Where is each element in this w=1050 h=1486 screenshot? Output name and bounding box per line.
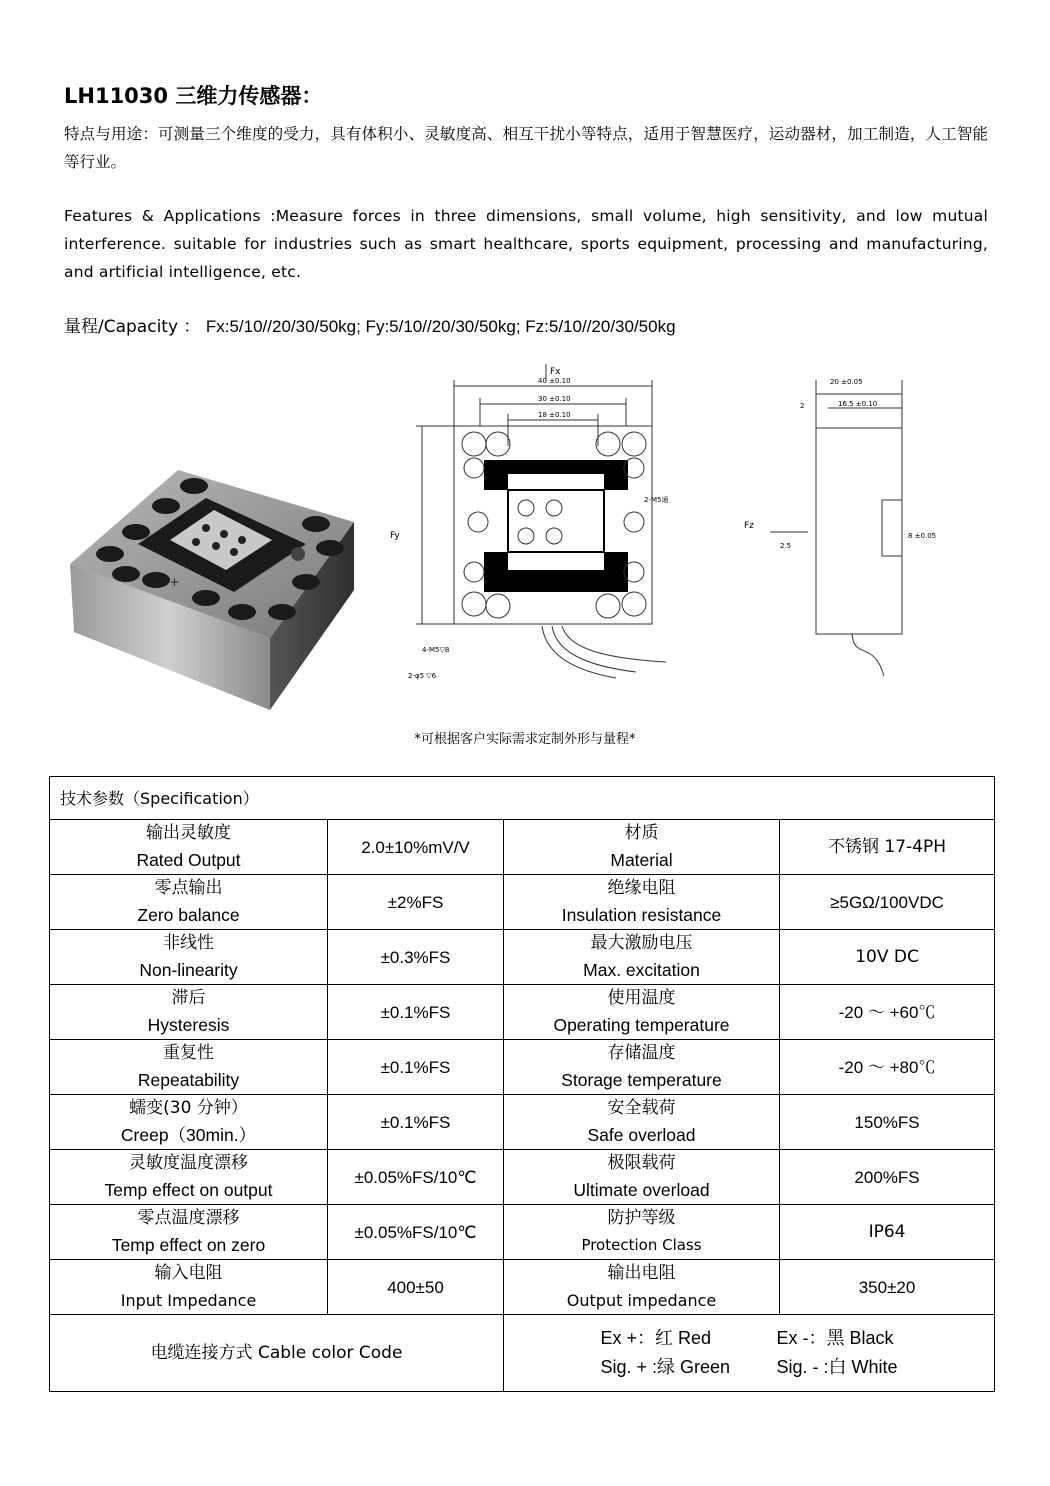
param-value: ≥5GΩ/100VDC [780, 875, 995, 930]
param-en: Insulation resistance [561, 905, 722, 925]
param-en: Non-linearity [139, 960, 238, 980]
param-en: Operating temperature [553, 1015, 730, 1035]
param-value: IP64 [780, 1205, 995, 1260]
param-en: Zero balance [137, 905, 240, 925]
param-en: Storage temperature [561, 1070, 722, 1090]
param-en: Safe overload [587, 1125, 696, 1145]
param-en: Hysteresis [147, 1015, 230, 1035]
fx-label: Fx [550, 367, 561, 377]
spec-row [50, 1150, 995, 1205]
bottom-note-1: 4-M5▽8 [422, 646, 450, 654]
param-cn: 存储温度 [607, 1043, 676, 1063]
front-view-drawing [390, 356, 696, 686]
param-en: Rated Output [136, 850, 241, 870]
custom-note: *可根据客户实际需求定制外形与量程* [414, 732, 636, 747]
param-cn: 蠕变(30 分钟） [129, 1098, 248, 1118]
param-en: Input Impedance [120, 1291, 257, 1310]
fy-label: Fy [390, 531, 400, 541]
svg-text:Y+: Y+ [162, 575, 180, 589]
side-dim-8: 8 ±0.05 [908, 532, 937, 540]
spec-row [50, 1260, 995, 1315]
param-cn: 最大激励电压 [590, 933, 693, 953]
dim-30: 30 ±0.10 [538, 395, 571, 403]
param-en: Ultimate overload [573, 1180, 710, 1200]
param-cn: 输入电阻 [154, 1263, 223, 1283]
param-en: Material [610, 850, 673, 870]
param-value: ±2%FS [328, 875, 504, 930]
param-en: Repeatability [137, 1070, 240, 1090]
bottom-note-2: 2-φ5 ▽6 [408, 672, 437, 680]
spec-row [50, 1205, 995, 1260]
spec-header: 技术参数（Specification） [50, 777, 995, 820]
spec-row [50, 875, 995, 930]
param-value: ±0.05%FS/10℃ [328, 1150, 504, 1205]
param-value: 2.0±10%mV/V [328, 820, 504, 875]
param-cn: 非线性 [163, 933, 214, 953]
param-value: ±0.1%FS [328, 1040, 504, 1095]
dim-18: 18 ±0.10 [538, 411, 571, 419]
param-value: -20 ～ +80℃ [780, 1040, 995, 1095]
param-cn: 极限载荷 [607, 1153, 676, 1173]
param-en: Temp effect on zero [111, 1235, 266, 1255]
param-cn: 滞后 [171, 988, 206, 1008]
param-cn: 输出灵敏度 [146, 823, 231, 843]
intro-english: Features & Applications :Measure forces in three dimensions, small volume, high sensitivity, and low mutual interference. suitable for industries such as smart healthcare, sports equipment, processing and manufacturing, and artificial intelligence, etc. [64, 207, 988, 281]
param-cn: 重复性 [163, 1043, 214, 1063]
param-value: ±0.1%FS [328, 985, 504, 1040]
param-cn: 材质 [624, 823, 659, 843]
cable-sig-pos: Sig. + :绿 Green [600, 1357, 731, 1377]
param-value: ±0.3%FS [328, 930, 504, 985]
param-value: -20 ～ +60℃ [780, 985, 995, 1040]
param-en: Temp effect on output [104, 1180, 273, 1200]
cable-sig-neg: Sig. - :白 White [776, 1357, 898, 1377]
spec-row [50, 1095, 995, 1150]
param-en: Max. excitation [583, 960, 700, 980]
param-value: ±0.05%FS/10℃ [328, 1205, 504, 1260]
cable-label: 电缆连接方式 Cable color Code [50, 1315, 504, 1392]
param-en: Protection Class [581, 1236, 702, 1254]
param-cn: 灵敏度温度漂移 [129, 1153, 248, 1173]
fz-label: Fz [744, 521, 754, 531]
product-photo [66, 462, 358, 710]
capacity-value: Fx:5/10//20/30/50kg; Fy:5/10//20/30/50kg; Fz:5/10//20/30/50kg [205, 317, 676, 336]
spec-row [50, 820, 995, 875]
capacity-label: 量程/Capacity ： [64, 317, 201, 337]
cable-ex-pos: Ex +：红 Red [600, 1328, 712, 1348]
cable-ex-neg: Ex -：黑 Black [776, 1328, 894, 1348]
param-value: 200%FS [780, 1150, 995, 1205]
side-dim-25: 2.5 [780, 542, 792, 550]
page-title: LH11030 三维力传感器： [64, 84, 323, 108]
param-cn: 安全载荷 [607, 1098, 676, 1118]
param-cn: 防护等级 [607, 1208, 676, 1228]
capacity-line [64, 312, 676, 337]
side-dim-2: 2 [800, 402, 805, 410]
param-cn: 零点输出 [154, 878, 223, 898]
param-cn: 零点温度漂移 [137, 1208, 240, 1228]
dim-40: 40 ±0.10 [538, 377, 571, 385]
spec-row [50, 1040, 995, 1095]
spec-row [50, 930, 995, 985]
spec-row [50, 985, 995, 1040]
param-cn: 输出电阻 [607, 1263, 676, 1283]
spec-table [49, 776, 995, 1392]
param-value: 10V DC [780, 930, 995, 985]
side-view-drawing [734, 370, 974, 682]
param-value: 350±20 [780, 1260, 995, 1315]
param-value: 150%FS [780, 1095, 995, 1150]
param-en: Creep（30min.） [120, 1125, 257, 1145]
side-dim-20: 20 ±0.05 [830, 378, 863, 386]
side-dim-16: 16.5 ±0.10 [838, 400, 878, 408]
param-value: 400±50 [328, 1260, 504, 1315]
cable-codes [504, 1315, 995, 1392]
hole-note: 2-M5通 [644, 496, 669, 504]
param-value: ±0.1%FS [328, 1095, 504, 1150]
intro-chinese: 特点与用途：可测量三个维度的受力，具有体积小、灵敏度高、相互干扰小等特点，适用于智慧医疗，运动器材，加工制造，人工智能等行业。 [64, 125, 988, 171]
cable-row [50, 1315, 995, 1392]
param-cn: 绝缘电阻 [607, 878, 676, 898]
param-value: 不锈钢 17-4PH [780, 820, 995, 875]
param-en: Output impedance [566, 1291, 717, 1310]
param-cn: 使用温度 [607, 988, 676, 1008]
